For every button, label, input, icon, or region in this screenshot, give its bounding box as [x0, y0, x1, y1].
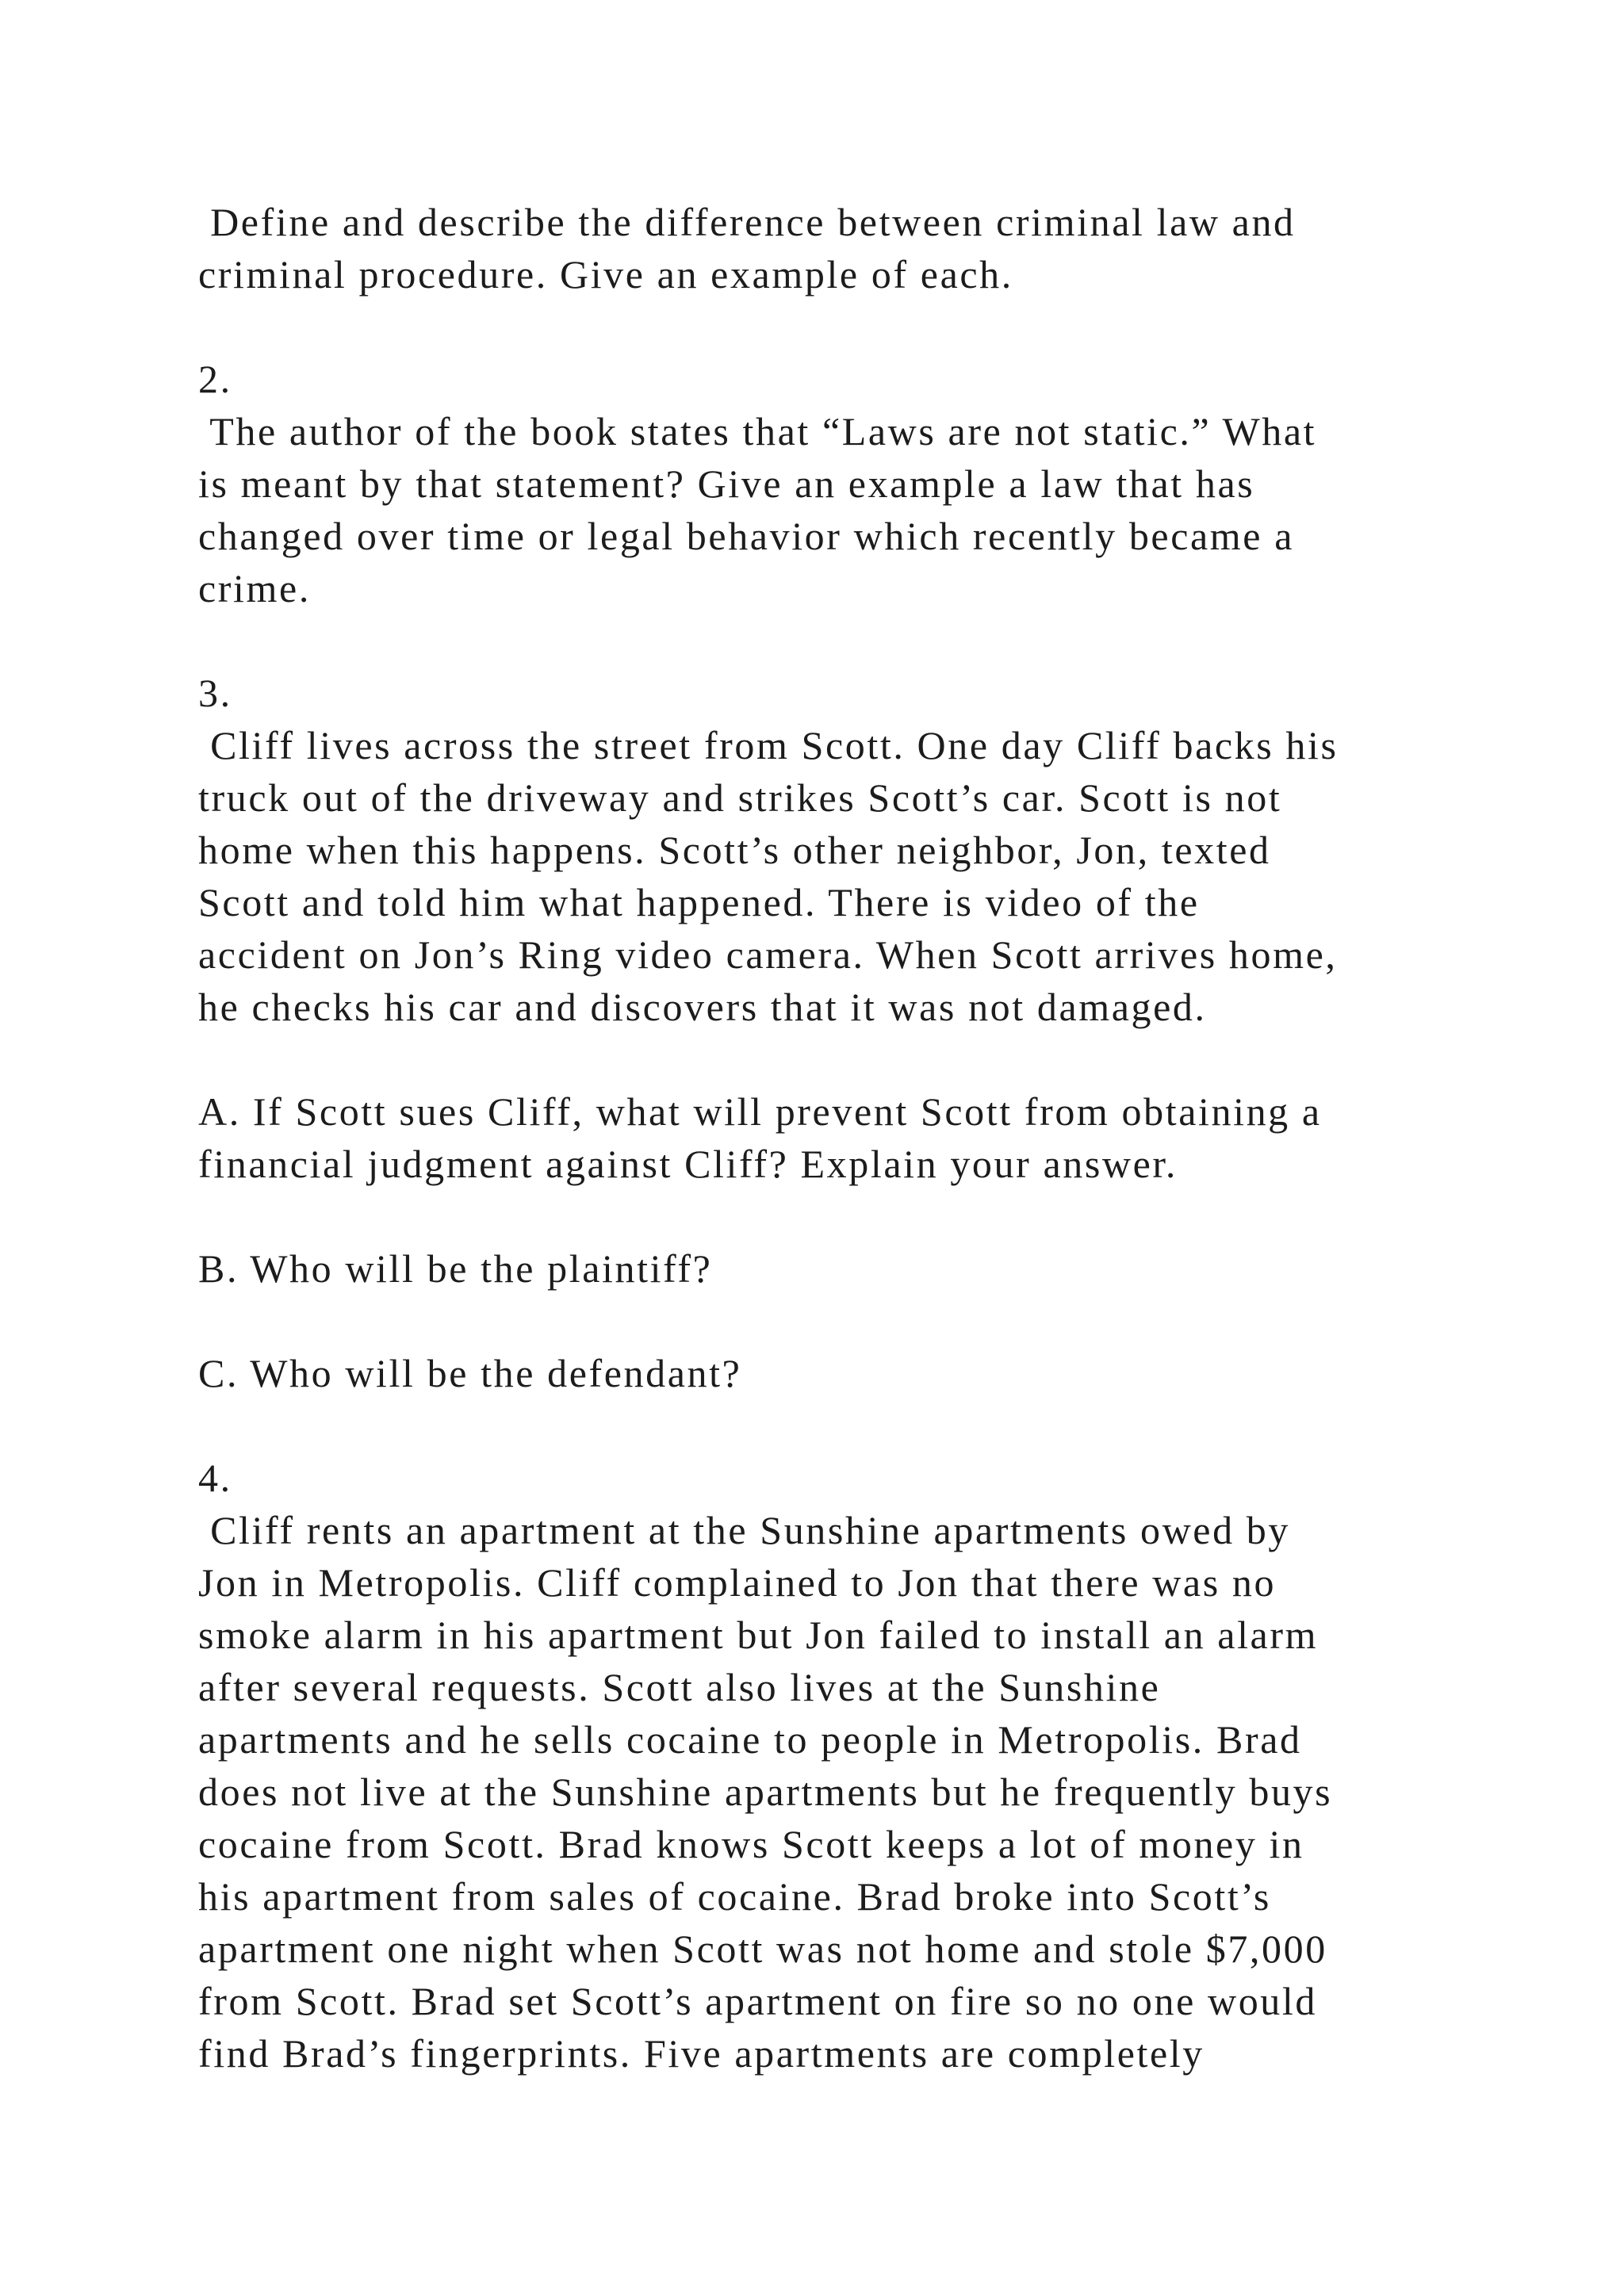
- text-line: apartment one night when Scott was not home and stole $7,000: [198, 1927, 1327, 1971]
- text-line: cocaine from Scott. Brad knows Scott keeps a lot of money in: [198, 1822, 1304, 1866]
- text-line: after several requests. Scott also lives at the Sunshine: [198, 1665, 1161, 1709]
- paragraph-gap: [198, 614, 1499, 667]
- text-line: changed over time or legal behavior which recently became a: [198, 514, 1294, 558]
- text-line: smoke alarm in his apartment but Jon failed to install an alarm: [198, 1613, 1319, 1657]
- question-4-text: [198, 1504, 1499, 2080]
- paragraph-gap: [198, 1295, 1499, 1347]
- question-2-number: 2.: [198, 357, 232, 401]
- text-line: Jon in Metropolis. Cliff complained to Jon that there was no: [198, 1560, 1277, 1605]
- question-3-text: [198, 719, 1499, 1033]
- paragraph-gap: [198, 1399, 1499, 1452]
- text-line: accident on Jon’s Ring video camera. When Scott arrives home,: [198, 932, 1338, 977]
- text-line: Cliff lives across the street from Scott. One day Cliff backs his: [198, 723, 1339, 767]
- document-body: [198, 196, 1499, 2080]
- question-1-text: [198, 196, 1499, 300]
- question-3-part-a: [198, 1085, 1499, 1190]
- text-line: The author of the book states that “Laws are not static.” What: [198, 409, 1317, 453]
- text-line: truck out of the driveway and strikes Scott’s car. Scott is not: [198, 775, 1282, 820]
- text-line: does not live at the Sunshine apartments but he frequently buys: [198, 1770, 1333, 1814]
- text-line: home when this happens. Scott’s other neighbor, Jon, texted: [198, 828, 1271, 872]
- text-line: Scott and told him what happened. There is video of the: [198, 880, 1200, 924]
- paragraph-gap: [198, 300, 1499, 353]
- text-line: Define and describe the difference between criminal law and: [198, 200, 1296, 244]
- text-line: his apartment from sales of cocaine. Brad broke into Scott’s: [198, 1874, 1271, 1919]
- text-line: find Brad’s fingerprints. Five apartments are completely: [198, 2031, 1205, 2076]
- question-4-number: 4.: [198, 1456, 232, 1500]
- paragraph-gap: [198, 1190, 1499, 1242]
- question-3-part-b: B. Who will be the plaintiff?: [198, 1246, 713, 1291]
- text-line: crime.: [198, 566, 311, 610]
- text-line: from Scott. Brad set Scott’s apartment on fire so no one would: [198, 1979, 1317, 2023]
- text-line: criminal procedure. Give an example of each.: [198, 252, 1013, 297]
- question-3-number: 3.: [198, 671, 232, 715]
- text-line: apartments and he sells cocaine to people in Metropolis. Brad: [198, 1717, 1302, 1762]
- text-line: financial judgment against Cliff? Explain your answer.: [198, 1142, 1178, 1186]
- text-line: he checks his car and discovers that it was not damaged.: [198, 985, 1207, 1029]
- question-3-part-c: C. Who will be the defendant?: [198, 1351, 742, 1395]
- question-2-text: [198, 405, 1499, 614]
- text-line: A. If Scott sues Cliff, what will prevent Scott from obtaining a: [198, 1089, 1322, 1134]
- text-line: Cliff rents an apartment at the Sunshine apartments owed by: [198, 1508, 1290, 1552]
- paragraph-gap: [198, 1033, 1499, 1085]
- text-line: is meant by that statement? Give an example a law that has: [198, 461, 1255, 506]
